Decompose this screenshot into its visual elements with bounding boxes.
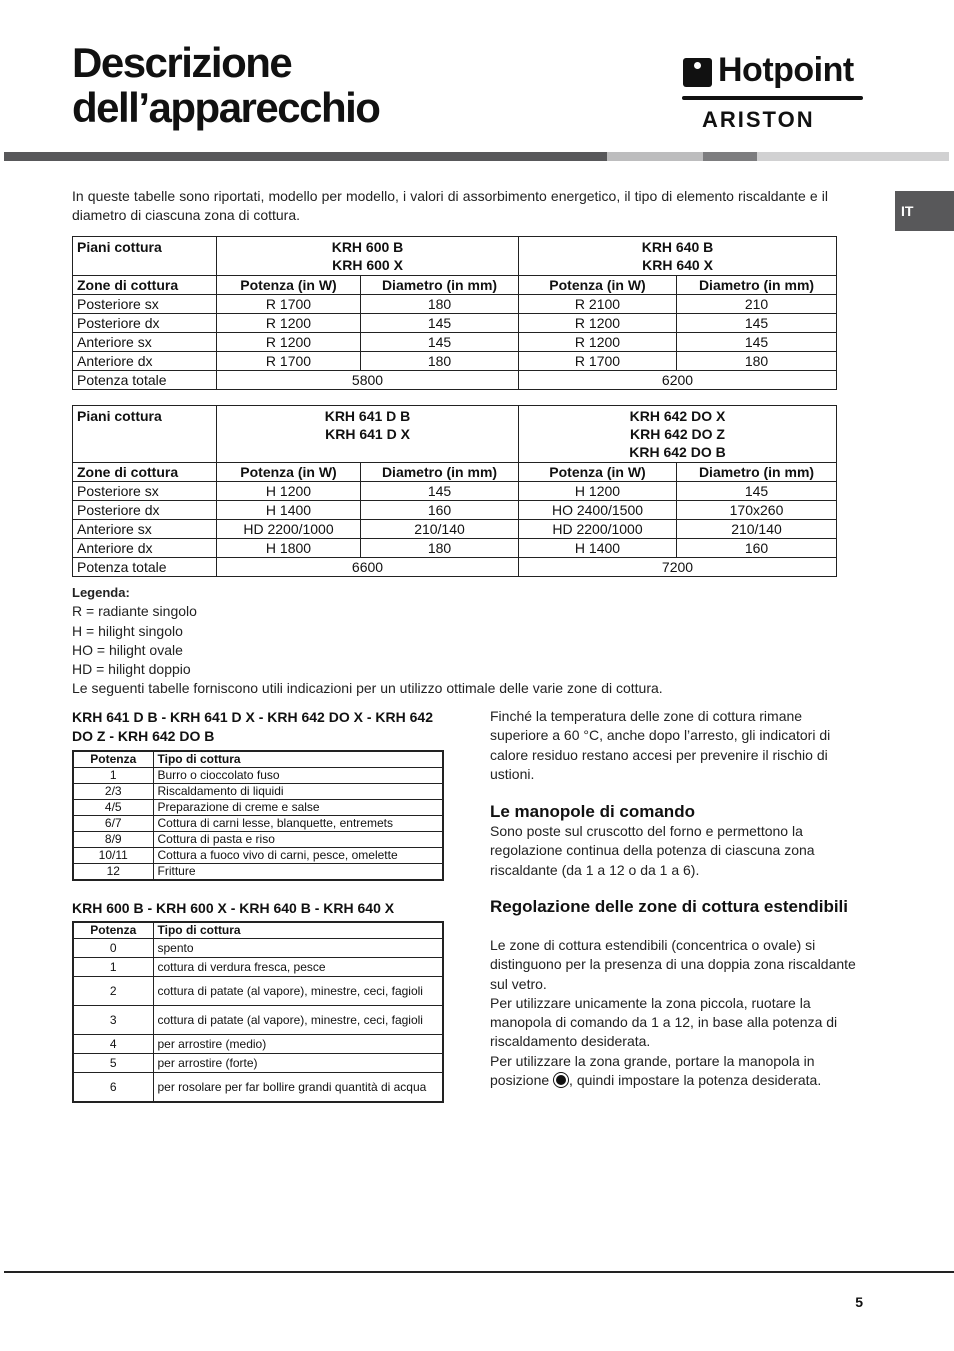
model-group-b bbox=[519, 406, 837, 463]
power-level: 2 bbox=[73, 977, 153, 1006]
model-name: KRH 642 DO B bbox=[629, 444, 726, 460]
power-cell: R 1700 bbox=[217, 295, 361, 314]
zone-cell: Posteriore sx bbox=[73, 295, 217, 314]
table-row bbox=[73, 1073, 443, 1103]
power-level: 0 bbox=[73, 939, 153, 958]
page-title-line-1: Descrizione bbox=[72, 39, 292, 86]
table-corner-label: Piani cottura bbox=[73, 406, 217, 463]
zone-cell: Anteriore sx bbox=[73, 333, 217, 352]
power-cell: R 1200 bbox=[217, 314, 361, 333]
total-value: 7200 bbox=[519, 558, 837, 577]
column-header-diameter: Diametro (in mm) bbox=[677, 463, 837, 482]
table-row bbox=[73, 800, 443, 816]
legend-title: Legenda: bbox=[72, 585, 130, 600]
header-bar-segment bbox=[757, 152, 949, 161]
power-cell: H 1400 bbox=[217, 501, 361, 520]
diameter-cell: 145 bbox=[677, 314, 837, 333]
extendable-paragraph-3-start: Per utilizzare la zona grande, portare la manopola in posizione bbox=[490, 1052, 815, 1089]
knobs-section-title: Le manopole di comando bbox=[490, 802, 695, 821]
header-color-bar bbox=[4, 152, 949, 161]
zone-cell: Posteriore dx bbox=[73, 314, 217, 333]
diameter-cell: 160 bbox=[677, 539, 837, 558]
total-value: 6600 bbox=[217, 558, 519, 577]
cooking-type: Cottura di carni lesse, blanquette, entremets bbox=[153, 816, 443, 832]
column-header-diameter: Diametro (in mm) bbox=[361, 463, 519, 482]
diameter-cell: 145 bbox=[361, 482, 519, 501]
power-level: 10/11 bbox=[73, 848, 153, 864]
usage-table-1 bbox=[72, 750, 444, 881]
diameter-cell: 145 bbox=[361, 333, 519, 352]
model-group-a bbox=[217, 237, 519, 276]
table-row bbox=[73, 295, 837, 314]
column-header-power: Potenza (in W) bbox=[217, 276, 361, 295]
table-row bbox=[73, 333, 837, 352]
power-cell: HO 2400/1500 bbox=[519, 501, 677, 520]
legend-item: HD = hilight doppio bbox=[72, 661, 191, 678]
diameter-cell: 210 bbox=[677, 295, 837, 314]
model-name: KRH 600 X bbox=[332, 257, 403, 273]
diameter-cell: 160 bbox=[361, 501, 519, 520]
power-cell: R 1200 bbox=[519, 333, 677, 352]
column-header-zone: Zone di cottura bbox=[73, 463, 217, 482]
power-table-krh641-krh642 bbox=[72, 405, 837, 577]
model-group-b bbox=[519, 237, 837, 276]
brand-logo bbox=[682, 51, 864, 132]
table-row bbox=[73, 1054, 443, 1073]
total-label: Potenza totale bbox=[73, 558, 217, 577]
table-row bbox=[73, 352, 837, 371]
diameter-cell: 210/140 bbox=[677, 520, 837, 539]
cooking-type: per rosolare per far bollire grandi quantità di acqua bbox=[153, 1073, 443, 1103]
column-header-zone: Zone di cottura bbox=[73, 276, 217, 295]
total-row bbox=[73, 371, 837, 390]
model-name: KRH 640 X bbox=[642, 257, 713, 273]
power-level: 8/9 bbox=[73, 832, 153, 848]
power-cell: H 1800 bbox=[217, 539, 361, 558]
logo-sub-brand: ARISTON bbox=[702, 107, 815, 132]
total-value: 6200 bbox=[519, 371, 837, 390]
power-level: 4 bbox=[73, 1035, 153, 1054]
extendable-paragraph-3-end: , quindi impostare la potenza desiderata. bbox=[569, 1072, 822, 1089]
column-header-type: Tipo di cottura bbox=[153, 922, 443, 939]
page-number: 5 bbox=[855, 1294, 863, 1310]
extendable-zones-section-title: Regolazione delle zone di cottura estendibili bbox=[490, 897, 848, 916]
header-bar-segment bbox=[607, 152, 703, 161]
zone-cell: Anteriore dx bbox=[73, 352, 217, 371]
usage-table-1-heading: KRH 641 D B - KRH 641 D X - KRH 642 DO X - KRH 642 DO Z - KRH 642 DO B bbox=[72, 709, 433, 744]
total-value: 5800 bbox=[217, 371, 519, 390]
column-header-power: Potenza bbox=[73, 922, 153, 939]
logo-mark-icon bbox=[683, 58, 712, 87]
residual-heat-paragraph: Finché la temperatura delle zone di cottura rimane superiore a 60 °C, anche dopo l’arresto, gli indicatori di calore residuo restano accesi per prevenire il rischio di ustioni. bbox=[490, 708, 831, 782]
model-name: KRH 640 B bbox=[641, 239, 714, 255]
power-cell: HD 2200/1000 bbox=[519, 520, 677, 539]
power-cell: R 2100 bbox=[519, 295, 677, 314]
zone-cell: Anteriore sx bbox=[73, 520, 217, 539]
knobs-paragraph: Sono poste sul cruscotto del forno e permettono la regolazione continua della potenza di ciascuna zona riscaldante (da 1 a 12 o da 1 a 6). bbox=[490, 823, 815, 878]
cooking-type: spento bbox=[153, 939, 443, 958]
cooking-type: Cottura a fuoco vivo di carni, pesce, omelette bbox=[153, 848, 443, 864]
column-header-power: Potenza (in W) bbox=[519, 463, 677, 482]
zone-cell: Anteriore dx bbox=[73, 539, 217, 558]
table-row bbox=[73, 314, 837, 333]
column-header-power: Potenza (in W) bbox=[217, 463, 361, 482]
legend bbox=[72, 583, 832, 699]
cooking-type: per arrostire (medio) bbox=[153, 1035, 443, 1054]
diameter-cell: 180 bbox=[677, 352, 837, 371]
table-row bbox=[73, 1006, 443, 1035]
table-row bbox=[73, 848, 443, 864]
power-level: 5 bbox=[73, 1054, 153, 1073]
diameter-cell: 145 bbox=[361, 314, 519, 333]
table-row bbox=[73, 977, 443, 1006]
cooking-type: Preparazione di creme e salse bbox=[153, 800, 443, 816]
power-level: 1 bbox=[73, 768, 153, 784]
column-header-diameter: Diametro (in mm) bbox=[677, 276, 837, 295]
page-title bbox=[72, 40, 379, 130]
power-cell: H 1200 bbox=[519, 482, 677, 501]
diameter-cell: 180 bbox=[361, 295, 519, 314]
total-label: Potenza totale bbox=[73, 371, 217, 390]
cooking-type: Riscaldamento di liquidi bbox=[153, 784, 443, 800]
power-level: 4/5 bbox=[73, 800, 153, 816]
power-cell: H 1400 bbox=[519, 539, 677, 558]
zone-cell: Posteriore sx bbox=[73, 482, 217, 501]
model-name: KRH 642 DO Z bbox=[630, 426, 725, 442]
extendable-paragraph-3 bbox=[490, 1052, 862, 1091]
table-row bbox=[73, 864, 443, 881]
power-cell: H 1200 bbox=[217, 482, 361, 501]
diameter-cell: 145 bbox=[677, 482, 837, 501]
cooking-type: Cottura di pasta e riso bbox=[153, 832, 443, 848]
power-level: 6 bbox=[73, 1073, 153, 1103]
power-cell: R 1700 bbox=[519, 352, 677, 371]
power-cell: R 1200 bbox=[217, 333, 361, 352]
diameter-cell: 180 bbox=[361, 352, 519, 371]
diameter-cell: 170x260 bbox=[677, 501, 837, 520]
cooking-type: Fritture bbox=[153, 864, 443, 881]
extendable-paragraph-2: Per utilizzare unicamente la zona piccola, ruotare la manopola di comando da 1 a 12, in base alla potenza di riscaldamento desiderata. bbox=[490, 994, 838, 1050]
model-name: KRH 641 D B bbox=[324, 408, 411, 424]
table-row bbox=[73, 520, 837, 539]
header-bar-segment bbox=[703, 152, 757, 161]
legend-note: Le seguenti tabelle forniscono utili indicazioni per un utilizzo ottimale delle varie zone di cottura. bbox=[72, 680, 663, 697]
language-tab: IT bbox=[895, 191, 954, 231]
diameter-cell: 210/140 bbox=[361, 520, 519, 539]
logo-divider bbox=[682, 96, 863, 100]
legend-item: R = radiante singolo bbox=[72, 603, 197, 620]
total-row bbox=[73, 558, 837, 577]
table-row bbox=[73, 539, 837, 558]
table-row bbox=[73, 501, 837, 520]
legend-item: H = hilight singolo bbox=[72, 622, 183, 639]
intro-paragraph: In queste tabelle sono riportati, modello per modello, i valori di assorbimento energetico, il tipo di elemento riscaldante e il diametro di ciascuna zona di cottura. bbox=[72, 188, 828, 224]
header-bar-segment bbox=[4, 152, 607, 161]
power-cell: HD 2200/1000 bbox=[217, 520, 361, 539]
table-row bbox=[73, 784, 443, 800]
power-level: 12 bbox=[73, 864, 153, 881]
usage-table-2 bbox=[72, 921, 444, 1103]
cooking-type: cottura di patate (al vapore), minestre, ceci, fagioli bbox=[153, 977, 443, 1006]
table-row bbox=[73, 958, 443, 977]
model-group-a bbox=[217, 406, 519, 463]
cooking-type: per arrostire (forte) bbox=[153, 1054, 443, 1073]
column-header-power: Potenza (in W) bbox=[519, 276, 677, 295]
page-title-line-2: dell’apparecchio bbox=[72, 84, 380, 131]
usage-table-2-heading: KRH 600 B - KRH 600 X - KRH 640 B - KRH 640 X bbox=[72, 900, 395, 916]
power-level: 3 bbox=[73, 1006, 153, 1035]
power-cell: R 1200 bbox=[519, 314, 677, 333]
footer-rule bbox=[4, 1271, 954, 1273]
column-header-type: Tipo di cottura bbox=[153, 751, 443, 768]
extendable-zones-text bbox=[490, 936, 862, 1090]
model-name: KRH 600 B bbox=[331, 239, 404, 255]
power-table-krh600-krh640 bbox=[72, 236, 837, 390]
table-row bbox=[73, 816, 443, 832]
power-level: 1 bbox=[73, 958, 153, 977]
model-name: KRH 641 D X bbox=[325, 426, 410, 442]
diameter-cell: 180 bbox=[361, 539, 519, 558]
column-header-diameter: Diametro (in mm) bbox=[361, 276, 519, 295]
zone-cell: Posteriore dx bbox=[73, 501, 217, 520]
table-row bbox=[73, 832, 443, 848]
cooking-type: cottura di patate (al vapore), minestre, ceci, fagioli bbox=[153, 1006, 443, 1035]
extendable-paragraph-1: Le zone di cottura estendibili (concentrica o ovale) si distinguono per la presenza di una doppia zona riscaldante sul vetro. bbox=[490, 937, 856, 992]
knob-position-icon bbox=[553, 1072, 569, 1088]
table-row bbox=[73, 768, 443, 784]
model-name: KRH 642 DO X bbox=[629, 408, 726, 424]
table-row bbox=[73, 939, 443, 958]
power-level: 6/7 bbox=[73, 816, 153, 832]
power-cell: R 1700 bbox=[217, 352, 361, 371]
cooking-type: cottura di verdura fresca, pesce bbox=[153, 958, 443, 977]
column-header-power: Potenza bbox=[73, 751, 153, 768]
table-corner-label: Piani cottura bbox=[73, 237, 217, 276]
diameter-cell: 145 bbox=[677, 333, 837, 352]
table-row bbox=[73, 1035, 443, 1054]
cooking-type: Burro o cioccolato fuso bbox=[153, 768, 443, 784]
power-level: 2/3 bbox=[73, 784, 153, 800]
legend-item: HO = hilight ovale bbox=[72, 641, 183, 658]
table-row bbox=[73, 482, 837, 501]
logo-brand-name: Hotpoint bbox=[718, 51, 854, 89]
